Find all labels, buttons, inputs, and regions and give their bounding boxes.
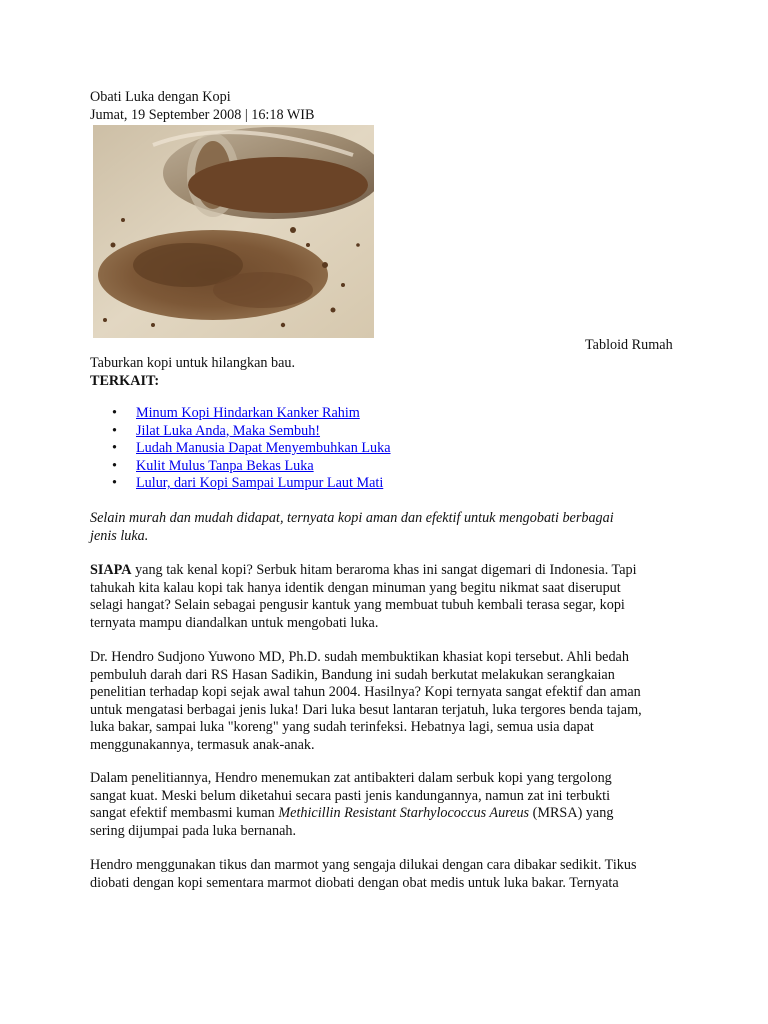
bullet-icon: • xyxy=(112,457,117,474)
photo-source: Tabloid Rumah xyxy=(585,337,673,353)
related-link[interactable]: Minum Kopi Hindarkan Kanker Rahim xyxy=(136,405,360,421)
bullet-icon: • xyxy=(112,405,117,421)
related-heading: TERKAIT: xyxy=(90,372,160,389)
list-item xyxy=(108,475,391,493)
related-links xyxy=(108,405,391,493)
coffee-photo xyxy=(93,125,374,338)
related-link[interactable]: Ludah Manusia Dapat Menyembuhkan Luka xyxy=(136,440,391,457)
bullet-icon: • xyxy=(112,475,117,492)
article-date: Jumat, 19 September 2008 | 16:18 WIB xyxy=(90,106,315,123)
related-link[interactable]: Kulit Mulus Tanpa Bekas Luka xyxy=(136,457,314,474)
photo-caption-block xyxy=(90,355,690,390)
list-item xyxy=(108,440,391,458)
paragraph: SIAPA yang tak kenal kopi? Serbuk hitam beraroma khas ini sangat digemari di Indonesia. Tapi tahukah kita kalau kopi tak hanya identik dengan minuman yang begitu nikmat saat diseruput selagi hangat? Selain sebagai pengusir kantuk yang membuat tubuh kembali terasa segar, kopi ternyata mampu diandalkan untuk mengobati luka. xyxy=(90,562,637,631)
article-lead: Selain murah dan mudah didapat, ternyata kopi aman dan efektif untuk mengobati berbagai jenis luka. xyxy=(90,510,614,544)
list-item xyxy=(108,423,391,441)
paragraph: Dalam penelitiannya, Hendro menemukan zat antibakteri dalam serbuk kopi yang tergolong sangat kuat. Meski belum diketahui secara pasti jenis kandungannya, namun zat ini terbukti sangat efektif membasmi kuman Methicillin Resistant Starhylococcus Aureus (MRSA) yang sering dijumpai pada luka bernanah. xyxy=(90,770,614,839)
paragraph: Hendro menggunakan tikus dan marmot yang sengaja dilukai dengan cara dibakar sedikit. Tikus diobati dengan kopi sementara marmot diobati dengan obat medis untuk luka bakar. Ternyata xyxy=(90,857,637,891)
related-link[interactable]: Jilat Luka Anda, Maka Sembuh! xyxy=(136,422,321,439)
list-item xyxy=(108,405,391,423)
article-header xyxy=(90,89,690,124)
bullet-icon: • xyxy=(112,440,117,457)
paragraph: Dr. Hendro Sudjono Yuwono MD, Ph.D. sudah membuktikan khasiat kopi tersebut. Ahli bedah pembuluh darah dari RS Hasan Sadikin, Bandung ini sudah berkutat melakukan serangkaian penelitian terhadap kopi sejak awal tahun 2004. Hasilnya? Kopi ternyata sangat efektif dan aman untuk mengatasi berbagai jenis luka! Dari luka besut lantaran terjatuh, luka tergores benda tajam, luka bakar, sampai luka "koreng" yang sudah terinfeksi. Hebatnya lagi, semua usia dapat menggunakannya, termasuk anak-anak. xyxy=(90,649,642,753)
photo-caption: Taburkan kopi untuk hilangkan bau. xyxy=(90,355,296,371)
list-item xyxy=(108,458,391,476)
related-link[interactable]: Lulur, dari Kopi Sampai Lumpur Laut Mati xyxy=(136,475,384,492)
article-title: Obati Luka dengan Kopi xyxy=(90,89,231,105)
bullet-icon: • xyxy=(112,422,117,439)
